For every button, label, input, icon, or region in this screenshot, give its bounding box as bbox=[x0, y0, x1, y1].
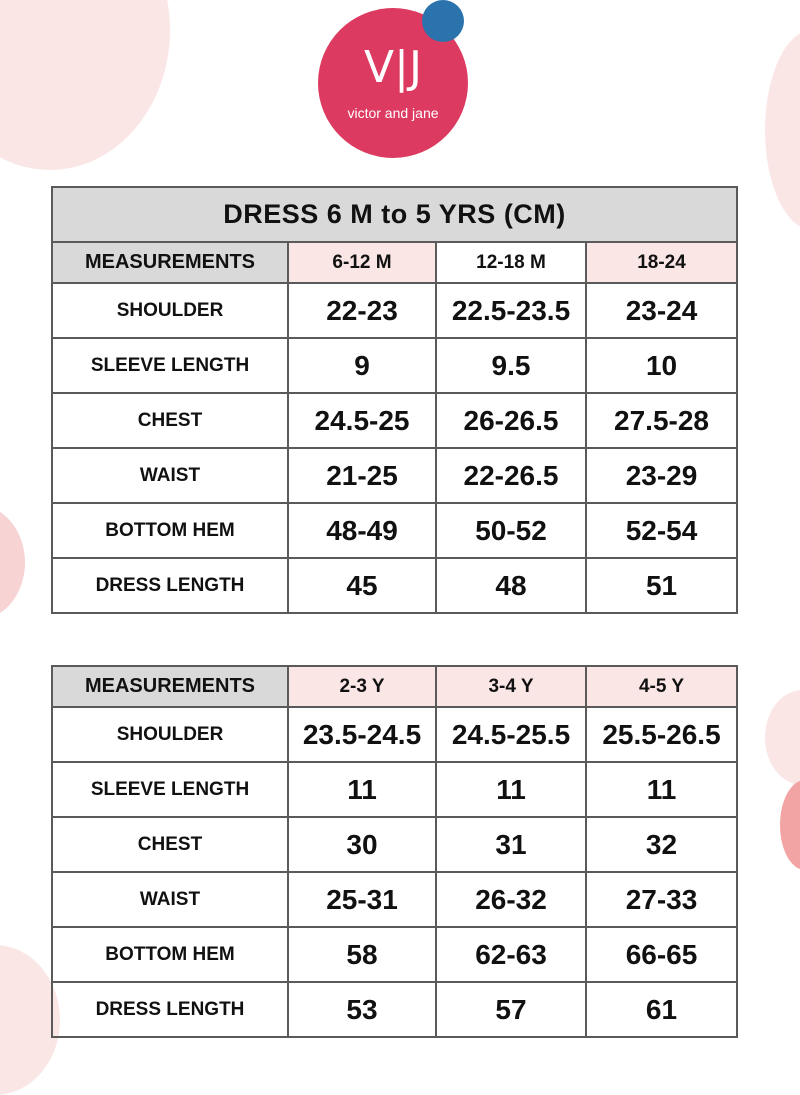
row-label: SLEEVE LENGTH bbox=[52, 338, 288, 393]
row-label: SHOULDER bbox=[52, 707, 288, 762]
row-label: SLEEVE LENGTH bbox=[52, 762, 288, 817]
size-table-2y-5y bbox=[51, 665, 738, 1038]
value-cell: 11 bbox=[436, 762, 586, 817]
header-cell: 6-12 M bbox=[288, 242, 436, 283]
value-cell: 25-31 bbox=[288, 872, 436, 927]
value-cell: 24.5-25.5 bbox=[436, 707, 586, 762]
logo-name: victor and jane bbox=[347, 105, 439, 121]
value-cell: 22-26.5 bbox=[436, 448, 586, 503]
value-cell: 45 bbox=[288, 558, 436, 613]
value-cell: 25.5-26.5 bbox=[586, 707, 737, 762]
value-cell: 11 bbox=[288, 762, 436, 817]
decor-blob bbox=[0, 505, 25, 620]
value-cell: 11 bbox=[586, 762, 737, 817]
value-cell: 51 bbox=[586, 558, 737, 613]
value-cell: 50-52 bbox=[436, 503, 586, 558]
table-row bbox=[52, 503, 737, 558]
table-row bbox=[52, 558, 737, 613]
table-row bbox=[52, 283, 737, 338]
logo-mark: V|J bbox=[364, 42, 422, 93]
value-cell: 53 bbox=[288, 982, 436, 1037]
row-label: BOTTOM HEM bbox=[52, 503, 288, 558]
value-cell: 66-65 bbox=[586, 927, 737, 982]
row-label: WAIST bbox=[52, 872, 288, 927]
header-cell: 12-18 M bbox=[436, 242, 586, 283]
table-row bbox=[52, 927, 737, 982]
value-cell: 23.5-24.5 bbox=[288, 707, 436, 762]
row-label: WAIST bbox=[52, 448, 288, 503]
value-cell: 31 bbox=[436, 817, 586, 872]
table-row bbox=[52, 982, 737, 1037]
table-row bbox=[52, 707, 737, 762]
value-cell: 10 bbox=[586, 338, 737, 393]
value-cell: 26-32 bbox=[436, 872, 586, 927]
decor-blob bbox=[0, 0, 170, 170]
table-title: DRESS 6 M to 5 YRS (CM) bbox=[52, 187, 737, 242]
value-cell: 22.5-23.5 bbox=[436, 283, 586, 338]
value-cell: 26-26.5 bbox=[436, 393, 586, 448]
value-cell: 9 bbox=[288, 338, 436, 393]
header-cell: MEASUREMENTS bbox=[52, 666, 288, 707]
value-cell: 48-49 bbox=[288, 503, 436, 558]
header-cell: 4-5 Y bbox=[586, 666, 737, 707]
value-cell: 30 bbox=[288, 817, 436, 872]
decor-blob bbox=[780, 780, 800, 870]
table-row bbox=[52, 338, 737, 393]
value-cell: 61 bbox=[586, 982, 737, 1037]
value-cell: 22-23 bbox=[288, 283, 436, 338]
size-table-6m-24m bbox=[51, 186, 738, 614]
value-cell: 23-24 bbox=[586, 283, 737, 338]
value-cell: 48 bbox=[436, 558, 586, 613]
value-cell: 24.5-25 bbox=[288, 393, 436, 448]
table-row bbox=[52, 817, 737, 872]
value-cell: 58 bbox=[288, 927, 436, 982]
header-cell: 18-24 bbox=[586, 242, 737, 283]
value-cell: 21-25 bbox=[288, 448, 436, 503]
row-label: CHEST bbox=[52, 393, 288, 448]
table-row bbox=[52, 872, 737, 927]
header-cell: 2-3 Y bbox=[288, 666, 436, 707]
value-cell: 62-63 bbox=[436, 927, 586, 982]
header-row bbox=[52, 666, 737, 707]
row-label: BOTTOM HEM bbox=[52, 927, 288, 982]
header-cell: 3-4 Y bbox=[436, 666, 586, 707]
decor-blob bbox=[765, 690, 800, 785]
row-label: DRESS LENGTH bbox=[52, 558, 288, 613]
value-cell: 32 bbox=[586, 817, 737, 872]
row-label: SHOULDER bbox=[52, 283, 288, 338]
table-row bbox=[52, 448, 737, 503]
value-cell: 9.5 bbox=[436, 338, 586, 393]
row-label: DRESS LENGTH bbox=[52, 982, 288, 1037]
value-cell: 27.5-28 bbox=[586, 393, 737, 448]
value-cell: 57 bbox=[436, 982, 586, 1037]
table-row bbox=[52, 393, 737, 448]
table-row bbox=[52, 762, 737, 817]
decor-blob bbox=[765, 30, 800, 230]
value-cell: 23-29 bbox=[586, 448, 737, 503]
value-cell: 27-33 bbox=[586, 872, 737, 927]
row-label: CHEST bbox=[52, 817, 288, 872]
logo-dot bbox=[422, 0, 464, 42]
value-cell: 52-54 bbox=[586, 503, 737, 558]
header-row bbox=[52, 242, 737, 283]
header-cell: MEASUREMENTS bbox=[52, 242, 288, 283]
